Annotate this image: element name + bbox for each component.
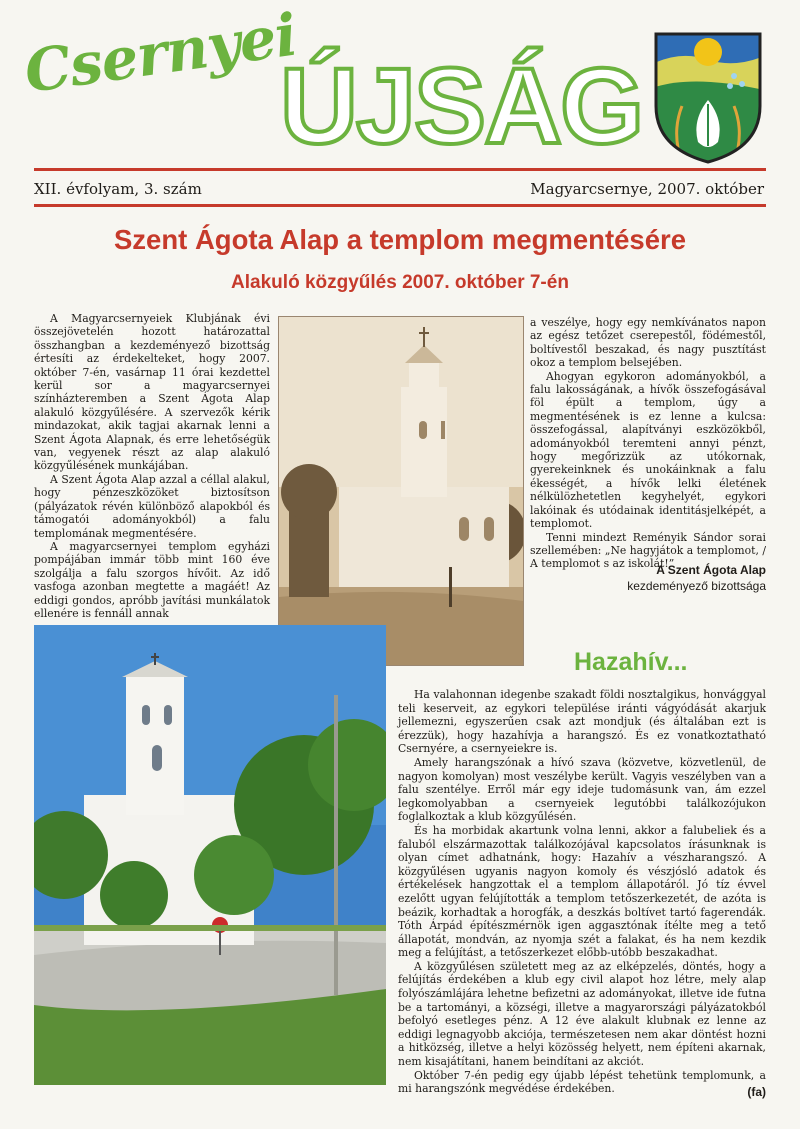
article2-paragraph: Amely harangszónak a hívó szava (közvetve, közvetlenül, de nagyon komolyan) most veszélybe került. Vagyis veszélyben van a falu szentélye. Erről már egy ideje tudomásunk van, ám ezzel legkomolyabban a csernyeiek legutóbbi találkozójukon foglalkoztak a klub közgyűlésén. bbox=[398, 755, 766, 824]
article1-subtitle: Alakuló közgyűlés 2007. október 7-én bbox=[231, 272, 569, 293]
issue-place-date: Magyarcsernye, 2007. október bbox=[530, 180, 764, 198]
article1-paragraph: a veszélye, hogy egy nemkívánatos napon az egész tetőzet cserepestől, födémestől, boltívestől beszakad, és nagy pusztítást okoz a templom belsejében. bbox=[530, 316, 766, 370]
article1-signature-org: kezdeményező bizottsága bbox=[627, 579, 766, 593]
article1-paragraph: Ahogyan egykoron adományokból, a falu lakosságának, a hívők összefogásával föl épült a templom, úgy a megmentésének is ez lenne a kulcsa: összefogással, alapítványi eszközökből, adományokból teremteni annyi pénzt, hogy megőrizzük az utókornak, gyerekeinknek és unokáinknak a falu ékességét, a hívők lelki életének nélkülözhetetlen kegyhelyét, egykori lakóinak és utódainak identitásjelképét, a templomot. bbox=[530, 369, 766, 531]
masthead-rule-bottom bbox=[34, 204, 766, 207]
article1-paragraph: A Magyarcsernyeiek Klubjának évi összejövetelén hozott határozattal összhangban a kezdeményező bizottság értesíti az érdekelteket, hogy 2007. október 7-én, vasárnap 11 órai kezdettel kerül sor a magyarcsernyei színházteremben a Szent Ágota Alap alakuló közgyűlésére. A szervezők kérik mindazokat, akik tagjai akarnak lenni a Szent Ágota Alapnak, és erre lehetőségük van, vegyenek részt az alap alakuló közgyűlésének munkájában. bbox=[34, 312, 270, 473]
village-coat-of-arms-icon bbox=[652, 30, 764, 166]
article2-body bbox=[398, 688, 766, 1096]
masthead-script-title: Csernyei bbox=[20, 0, 301, 107]
article1-left-column bbox=[34, 312, 270, 620]
masthead-rule-top bbox=[34, 168, 766, 171]
article1-right-column bbox=[530, 316, 766, 571]
article2-title: Hazahív... bbox=[574, 648, 688, 676]
church-sepia-photo bbox=[278, 316, 524, 666]
article1-paragraph: A Szent Ágota Alap azzal a céllal alakul, hogy pénzeszközöket biztosítson (pályázatok révén különböző alapokból és támogatói adományokból) a falu templomának megmentésére. bbox=[34, 472, 270, 540]
article2-signature: (fa) bbox=[747, 1085, 766, 1099]
issue-volume: XII. évfolyam, 3. szám bbox=[34, 180, 202, 198]
article2-paragraph: Ha valahonnan idegenbe szakadt földi nosztalgikus, honvággyal teli keserveit, az egykori települése iránti vágyódását akarjuk jellemezni, egyszerűen csak azt mondjuk (és általában ezt is érezzük), hogy hazahívja a harangszó. És ez vonatkoztatható Csernyére, a csernyeiekre is. bbox=[398, 688, 766, 756]
article2-paragraph: Október 7-én pedig egy újabb lépést tehetünk templomunk, a mi harangszónk megvédése érdekében. bbox=[398, 1068, 766, 1096]
article1-signature bbox=[530, 562, 766, 594]
article1-paragraph: Tenni mindezt Reményik Sándor sorai szellemében: „Ne hagyjátok a templomot, / A templomot s az iskolát!” bbox=[530, 530, 767, 571]
article2-paragraph: És ha morbidak akartunk volna lenni, akkor a falubeliek és a faluból elszármazottak találkozójával kapcsolatos írásunknak is olyan címet adhatnánk, hogy: Hazahív a vészharangszó. A közgyűlésen ugyanis nagyon komoly és vészjósló adatok és értékelések hangzottak el a templom állapotáról. Jó tíz évvel ezelőtt ugyan felújították a templom tetőszerkezetét, de azóta is beázik, korhadtak a horogfák, a deszkás boltívet tartó fagerendák. Tóth Árpád építészmérnök igen aggasztónak ítélte meg a tető állapotát, mondván, az nyomja szét a falakat, és ha nem kezdik meg a felújítást, a tetőszerkezet előbb-utóbb beszakadhat. bbox=[398, 823, 766, 960]
article2-paragraph: A közgyűlésen született meg az az elképzelés, döntés, hogy a felújítás érdekében a klub egy civil alapot hoz létre, mely alap folyószámlájára lehetne befizetni az adományokat, illetve ide futna be a tartományi, a községi, illetve a magyarországi pályázatokból befolyó esetleges pénz. A 12 éve alakult klubnak ez lenne az eddigi legnagyobb akciója, természetesen nem akar döntést hozni a hitközség, illetve a helyi közösség helyett, nem építeni akarnak, nem kisajátítani, hanem beindítani az akciót. bbox=[398, 959, 766, 1069]
church-color-photo bbox=[34, 625, 386, 1085]
article1-paragraph: A magyarcsernyei templom egyházi pompájában immár több mint 160 éve szolgálja a falu szorgos hívőit. Az idő vasfoga azonban megtette a magáét! Az eddigi gondos, apróbb javítási munkálatok ellenére is fennáll annak bbox=[34, 539, 270, 620]
article1-signature-name: A Szent Ágota Alap bbox=[656, 563, 766, 577]
masthead-main-title: ÚJSÁG bbox=[280, 45, 643, 166]
article1-title: Szent Ágota Alap a templom megmentésére bbox=[113, 224, 687, 255]
